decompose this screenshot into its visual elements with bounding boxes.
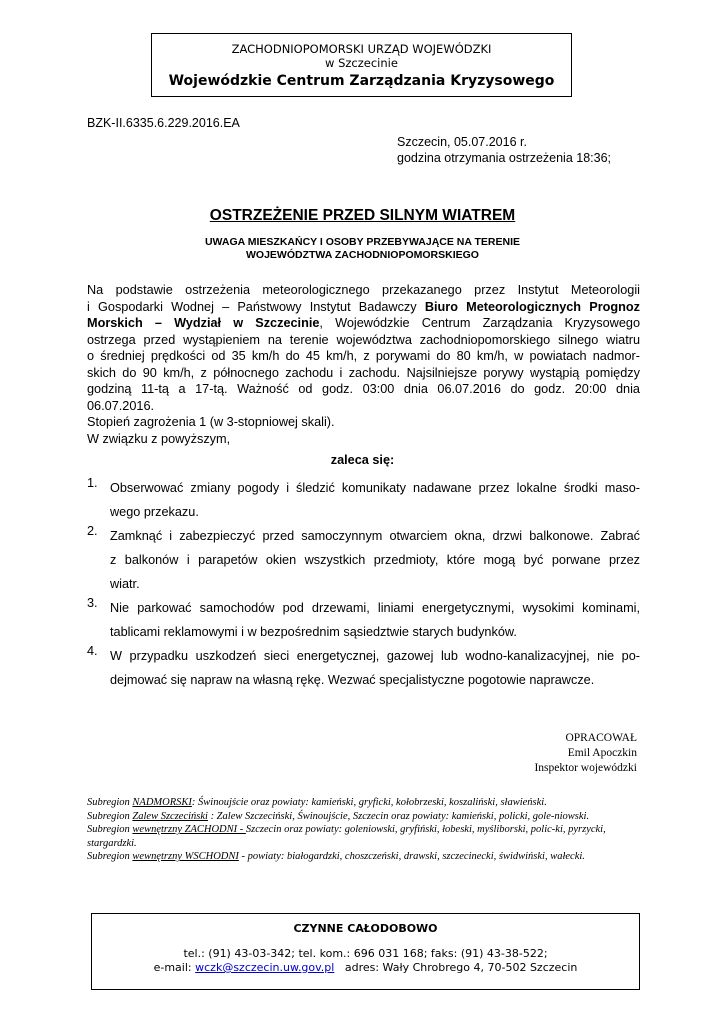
paragraph-line: ostrzega przed wystąpieniem na terenie województwa zachodniopomorskiego silnego wiatru <box>87 332 640 347</box>
recommendation-item <box>87 644 640 692</box>
subregion-text: : Świnoujście oraz powiaty: kamieński, gryficki, kołobrzeski, koszaliński, sławieński. <box>191 797 547 808</box>
paragraph-line: 06.07.2016. <box>87 398 155 413</box>
recommendation-line: Zamknąć i zabezpieczyć przed samoczynnym otwarciem okna, drzwi balkonowe. Zabrać <box>110 529 640 543</box>
subregion-prefix: Subregion <box>87 851 133 862</box>
footer-email-label: e-mail: <box>153 961 196 974</box>
signature-name: Emil Apoczkin <box>567 747 637 759</box>
recommendation-line: z balkonów i parapetów okien wszystkich przedmioty, które mogą być porwane przez <box>110 553 640 567</box>
recommendation-item <box>87 476 640 524</box>
recommendation-item <box>87 596 640 644</box>
subregion-prefix: Subregion <box>87 797 133 808</box>
recommendation-line: dejmować się napraw na własną rękę. Wezwać specjalistyczne pogotowie naprawcze. <box>110 673 595 687</box>
recommendation-number: 4. <box>87 644 98 658</box>
subregion-entry <box>87 810 627 824</box>
subregion-name: Zalew Szczeciński <box>132 810 208 822</box>
place-date-block <box>397 134 611 166</box>
header-line-3: Wojewódzkie Centrum Zarządzania Kryzysowego <box>168 73 555 89</box>
paragraph-line: godziną 11-tą a 17-tą. Ważność od godz. 03:00 dnia 06.07.2016 do godz. 20:00 dnia <box>87 382 640 396</box>
recommendation-line: wego przekazu. <box>110 505 199 519</box>
paragraph-line: Na podstawie ostrzeżenia meteorologicznego przekazanego przez Instytut Meteorologii <box>87 283 640 297</box>
recommendations-list <box>87 476 640 692</box>
footer-address: adres: Wały Chrobrego 4, 70-502 Szczecin <box>344 961 578 974</box>
recommendation-number: 3. <box>87 596 98 610</box>
subregion-prefix: Subregion <box>87 824 133 835</box>
subregion-prefix: Subregion <box>87 810 133 822</box>
recommend-label: zaleca się: <box>330 453 395 467</box>
recommendation-line: wiatr. <box>110 577 140 591</box>
footer-phones: tel.: (91) 43-03-342; tel. kom.: 696 031 168; faks: (91) 43-38-522; <box>183 947 548 960</box>
reference-number: BZK-II.6335.6.229.2016.EA <box>87 116 240 130</box>
recommendation-item <box>87 524 640 596</box>
email-link[interactable]: wczk@szczecin.uw.gov.pl <box>195 961 335 974</box>
place-date: Szczecin, 05.07.2016 r. <box>397 135 527 149</box>
recommendation-number: 2. <box>87 524 98 538</box>
header-line-1: ZACHODNIOPOMORSKI URZĄD WOJEWÓDZKI <box>231 42 492 56</box>
signature-position: Inspektor wojewódzki <box>534 762 637 774</box>
subregion-name: wewnętrzny ZACHODNI - <box>132 824 246 835</box>
subregions-list <box>87 796 627 864</box>
footer-contact <box>92 947 639 975</box>
footer-header: CZYNNE CAŁODOBOWO <box>293 922 438 935</box>
subregion-entry <box>87 796 627 810</box>
subtitle-line-1: UWAGA MIESZKAŃCY I OSOBY PRZEBYWAJĄCE NA TERENIE <box>204 236 521 248</box>
paragraph-line: W związku z powyższym, <box>87 431 231 446</box>
subregion-text: : Zalew Szczeciński, Świnoujście, Szczecin oraz powiaty: kamieński, policki, gole-niowski. <box>207 810 590 822</box>
header-line-2: w Szczecinie <box>325 56 398 70</box>
subregion-name: NADMORSKI <box>132 797 192 808</box>
paragraph-bold-text: Morskich – Wydział w Szczecinie <box>87 316 320 330</box>
received-time: godzina otrzymania ostrzeżenia 18:36; <box>397 151 612 165</box>
subregion-text: Szczecin oraz powiaty: goleniowski, gryfiński, łobeski, myśliborski, polic-ki, pyrzycki, stargardzki. <box>87 824 606 849</box>
warning-paragraph <box>87 282 640 447</box>
subregion-entry <box>87 850 627 864</box>
paragraph-line <box>87 315 640 332</box>
paragraph-text: i Gospodarki Wodnej – Państwowy Instytut Badawczy <box>87 299 425 314</box>
recommendation-number: 1. <box>87 476 98 490</box>
document-subtitle <box>0 236 725 262</box>
paragraph-text: , Wojewódzkie Centrum Zarządzania Kryzysowego <box>319 316 640 330</box>
paragraph-line <box>87 299 640 316</box>
subregion-name: wewnętrzny WSCHODNI <box>132 851 239 862</box>
paragraph-line: skich do 90 km/h, z północnego zachodu i zachodu. Najsilniejsze porywy wystąpią pomiędzy <box>87 365 640 380</box>
paragraph-line: Stopień zagrożenia 1 (w 3-stopniowej skali). <box>87 415 335 429</box>
subregion-text: - powiaty: białogardzki, choszczeński, drawski, szczecinecki, świdwiński, wałecki. <box>238 851 585 862</box>
subtitle-line-2: WOJEWÓDZTWA ZACHODNIOPOMORSKIEGO <box>246 249 479 261</box>
recommendation-line: tablicami reklamowymi i w bezpośrednim sąsiedztwie starych budynków. <box>110 625 517 639</box>
paragraph-line: o średniej prędkości od 35 km/h do 45 km/h, z porywami do 80 km/h, w powiatach nadmor- <box>87 349 640 363</box>
paragraph-bold-text: Biuro Meteorologicznych Prognoz <box>424 299 640 314</box>
recommendation-line: Nie parkować samochodów pod drzewami, liniami energetycznymi, wysokimi kominami, <box>110 601 640 615</box>
signature-block <box>534 731 637 776</box>
contact-footer <box>91 913 640 990</box>
signature-label: OPRACOWAŁ <box>565 732 637 744</box>
document-title: OSTRZEŻENIE PRZED SILNYM WIATREM <box>209 207 516 224</box>
institution-header <box>151 33 572 97</box>
recommendation-line: Obserwować zmiany pogody i śledzić komunikaty nadawane przez lokalne środki maso- <box>110 481 640 495</box>
subregion-entry <box>87 823 627 850</box>
footer-email-address-line <box>92 961 639 975</box>
recommendation-line: W przypadku uszkodzeń sieci energetycznej, gazowej lub wodno-kanalizacyjnej, nie po- <box>110 649 640 663</box>
